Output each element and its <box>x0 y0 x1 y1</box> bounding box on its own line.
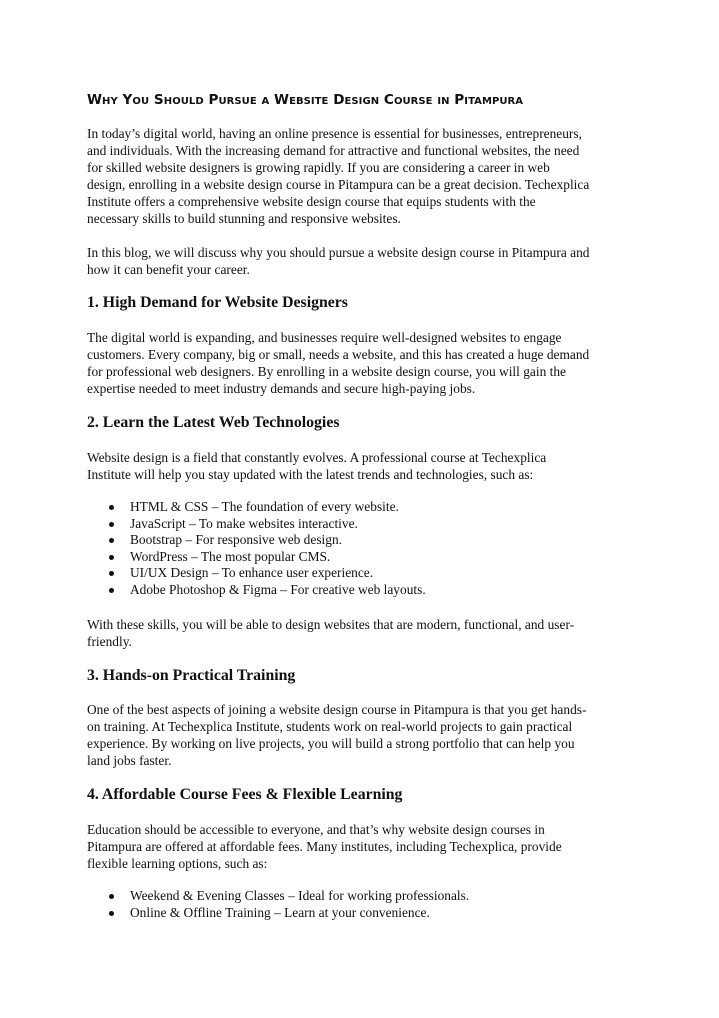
list-item-text: JavaScript – To make websites interactive. <box>130 515 358 531</box>
list-item <box>87 532 647 549</box>
intro-line: design, enrolling in a website design course in Pitampura can be a great decision. Techexplica <box>87 177 590 192</box>
intro2-line: In this blog, we will discuss why you should pursue a website design course in Pitampura and <box>87 245 590 260</box>
list-item <box>87 516 647 533</box>
list-item-text: WordPress – The most popular CMS. <box>130 548 331 564</box>
section-3-line: on training. At Techexplica Institute, students work on real-world projects to gain practical <box>87 719 573 734</box>
section-3-line: experience. By working on live projects, you will build a strong portfolio that can help you <box>87 736 575 751</box>
section-1-line: for professional web designers. By enrolling in a website design course, you will gain the <box>87 364 566 379</box>
section-heading-3: 3. Hands-on Practical Training <box>87 667 296 684</box>
section-heading-2: 2. Learn the Latest Web Technologies <box>87 414 340 431</box>
section-2-after-paragraph <box>87 616 647 650</box>
section-3-paragraph <box>87 701 647 769</box>
section-2-after-line: With these skills, you will be able to design websites that are modern, functional, and user- <box>87 617 575 632</box>
technologies-list <box>87 499 647 598</box>
list-item-text: Online & Offline Training – Learn at your convenience. <box>130 904 430 920</box>
bullet-icon <box>109 571 114 576</box>
intro-line: Institute offers a comprehensive website design course that equips students with the <box>87 194 536 209</box>
bullet-icon <box>109 555 114 560</box>
section-heading-1: 1. High Demand for Website Designers <box>87 294 348 311</box>
list-item <box>87 499 647 516</box>
list-item-text: HTML & CSS – The foundation of every website. <box>130 499 399 514</box>
bullet-icon <box>109 588 114 593</box>
section-1-line: customers. Every company, big or small, needs a website, and this has created a huge demand <box>87 347 590 362</box>
section-1-paragraph <box>87 329 647 397</box>
intro-line: for skilled website designers is growing rapidly. If you are considering a career in web <box>87 160 550 175</box>
section-2-line: Institute will help you stay updated with the latest trends and technologies, such as: <box>87 467 534 482</box>
list-item <box>87 582 647 599</box>
list-item <box>87 888 647 905</box>
learning-options-list <box>87 888 647 921</box>
list-item-text: Adobe Photoshop & Figma – For creative web layouts. <box>130 581 426 597</box>
section-4-line: Education should be accessible to everyone, and that’s why website design courses in <box>87 822 545 837</box>
section-2-line: Website design is a field that constantly evolves. A professional course at Techexplica <box>87 450 547 465</box>
intro2-line: how it can benefit your career. <box>87 262 250 277</box>
bullet-icon <box>109 894 114 899</box>
intro-paragraph-2 <box>87 244 647 278</box>
list-item-text: Bootstrap – For responsive web design. <box>130 532 342 547</box>
section-2-after-line: friendly. <box>87 634 132 649</box>
section-4-line: flexible learning options, such as: <box>87 856 268 871</box>
page-title: Why You Should Pursue a Website Design Course in Pitampura <box>87 92 524 108</box>
section-1-line: The digital world is expanding, and businesses require well-designed websites to engage <box>87 330 562 345</box>
bullet-icon <box>109 538 114 543</box>
section-1-line: expertise needed to meet industry demands and secure high-paying jobs. <box>87 381 476 396</box>
section-3-line: One of the best aspects of joining a website design course in Pitampura is that you get hands- <box>87 702 587 717</box>
section-heading-4: 4. Affordable Course Fees & Flexible Learning <box>87 786 403 803</box>
section-3-line: land jobs faster. <box>87 753 172 768</box>
list-item <box>87 905 647 922</box>
list-item-text: Weekend & Evening Classes – Ideal for working professionals. <box>130 888 470 903</box>
section-4-line: Pitampura are offered at affordable fees. Many institutes, including Techexplica, provide <box>87 839 562 854</box>
intro-line: necessary skills to build stunning and responsive websites. <box>87 211 401 226</box>
section-4-paragraph <box>87 821 647 872</box>
intro-line: In today’s digital world, having an online presence is essential for businesses, entrepreneurs, <box>87 126 582 141</box>
list-item <box>87 565 647 582</box>
section-2-paragraph <box>87 449 647 483</box>
list-item <box>87 549 647 566</box>
list-item-text: UI/UX Design – To enhance user experience. <box>130 565 374 580</box>
intro-line: and individuals. With the increasing demand for attractive and functional websites, the need <box>87 143 580 158</box>
bullet-icon <box>109 505 114 510</box>
bullet-icon <box>109 522 114 527</box>
bullet-icon <box>109 911 114 916</box>
intro-paragraph <box>87 125 647 227</box>
